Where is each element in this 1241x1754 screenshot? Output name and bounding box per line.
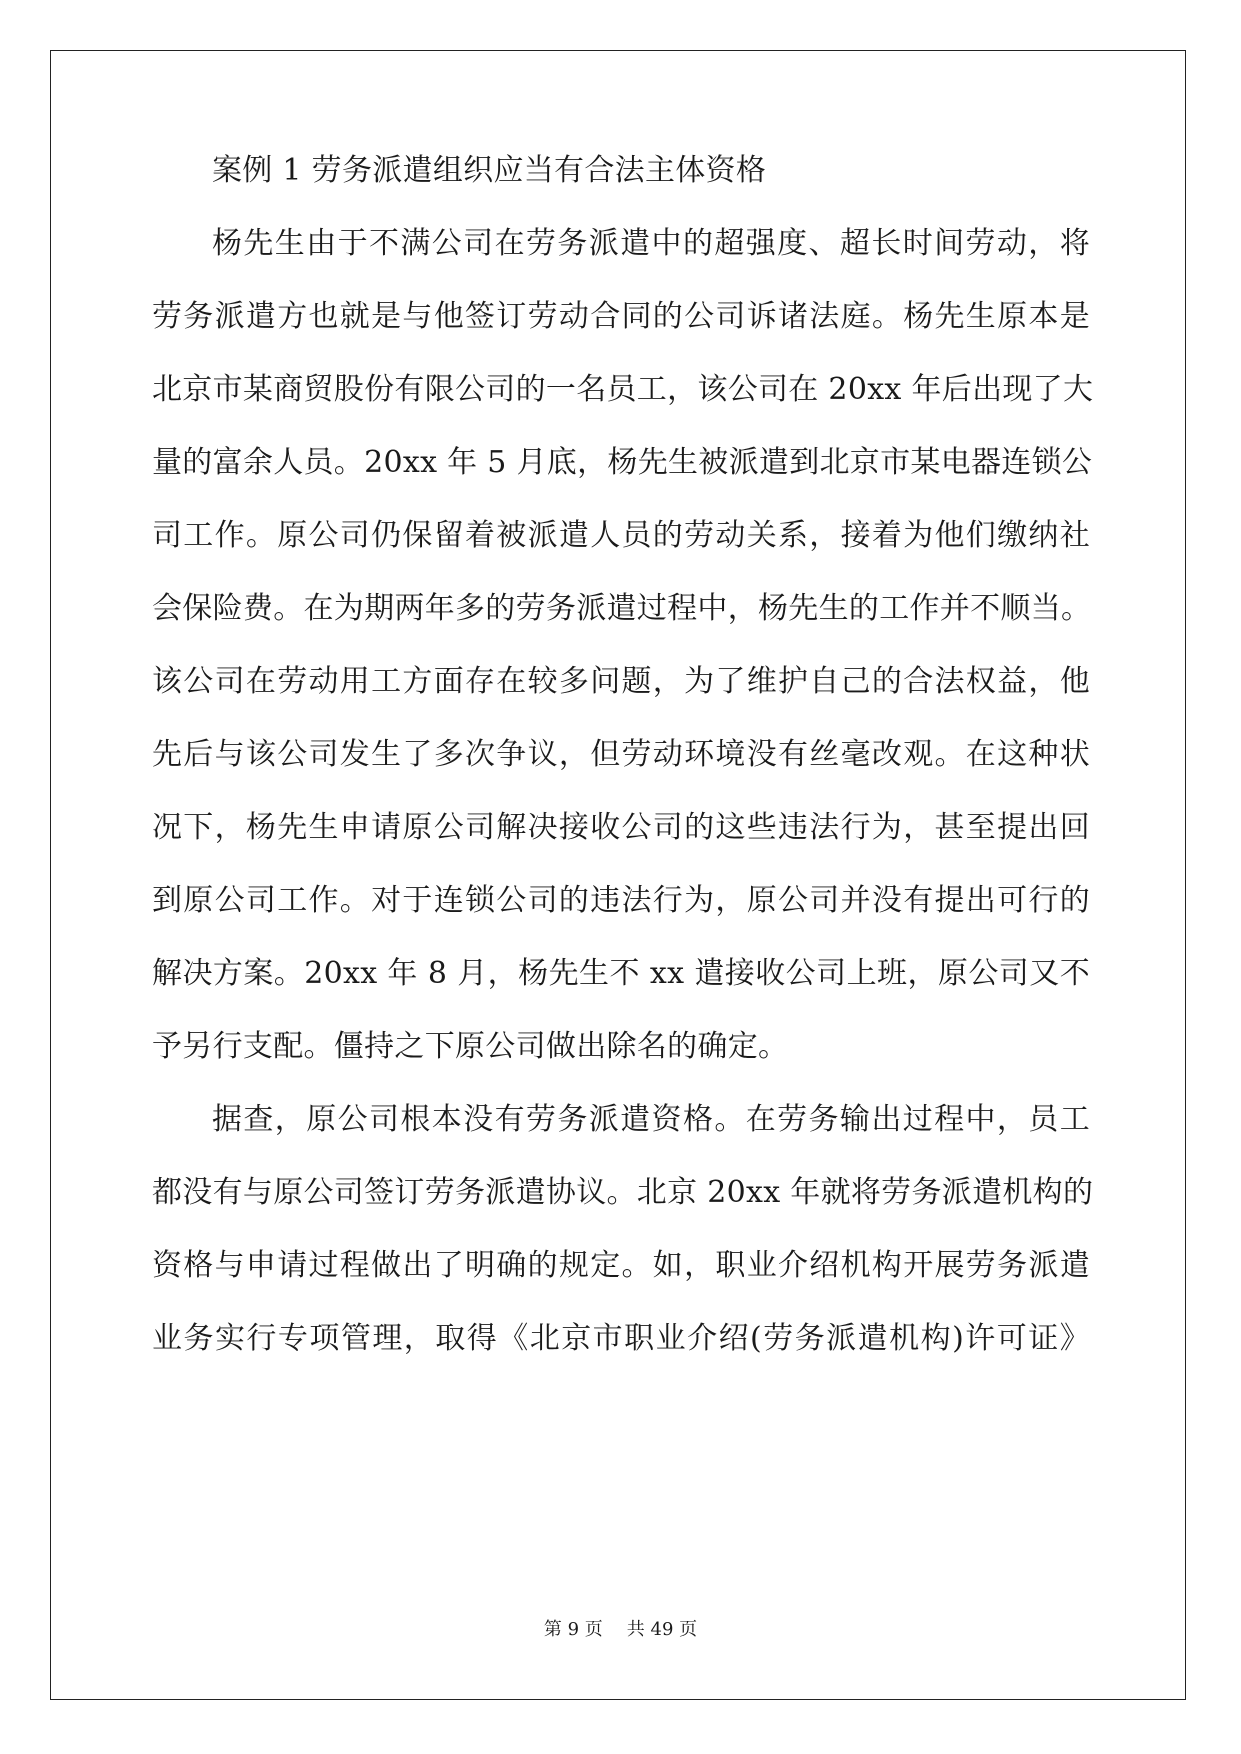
page-total: 共 49 页 [626, 1619, 698, 1640]
paragraph-line: 到原公司工作。对于连锁公司的违法行为，原公司并没有提出可行的 [152, 883, 1090, 918]
paragraph-line: 业务实行专项管理，取得《北京市职业介绍(劳务派遣机构)许可证》 [152, 1321, 1090, 1356]
page-number: 第 9 页 [543, 1619, 603, 1640]
paragraph-line: 北京市某商贸股份有限公司的一名员工，该公司在 20xx 年后出现了大 [152, 372, 1094, 407]
paragraph-line: 据查，原公司根本没有劳务派遣资格。在劳务输出过程中，员工 [212, 1102, 1090, 1137]
paragraph-line: 资格与申请过程做出了明确的规定。如，职业介绍机构开展劳务派遣 [152, 1248, 1090, 1283]
paragraph-line: 劳务派遣方也就是与他签订劳动合同的公司诉诸法庭。杨先生原本是 [152, 299, 1090, 334]
paragraph-line: 解决方案。20xx 年 8 月，杨先生不 xx 遣接收公司上班，原公司又不 [152, 956, 1090, 991]
paragraph-line: 先后与该公司发生了多次争议，但劳动环境没有丝毫改观。在这种状 [152, 737, 1090, 772]
paragraph-line: 司工作。原公司仍保留着被派遣人员的劳动关系，接着为他们缴纳社 [152, 518, 1090, 553]
paragraph-line: 该公司在劳动用工方面存在较多问题，为了维护自己的合法权益，他 [152, 664, 1090, 699]
paragraph-line: 予另行支配。僵持之下原公司做出除名的确定。 [152, 1029, 789, 1064]
paragraph-line: 况下，杨先生申请原公司解决接收公司的这些违法行为，甚至提出回 [152, 810, 1090, 845]
paragraph-line: 杨先生由于不满公司在劳务派遣中的超强度、超长时间劳动，将 [212, 226, 1090, 261]
page-footer [0, 1618, 1241, 1642]
paragraph-line: 会保险费。在为期两年多的劳务派遣过程中，杨先生的工作并不顺当。 [152, 591, 1092, 626]
section-heading: 案例 1 劳务派遣组织应当有合法主体资格 [212, 153, 767, 188]
paragraph-line: 都没有与原公司签订劳务派遣协议。北京 20xx 年就将劳务派遣机构的 [152, 1175, 1094, 1210]
paragraph-line: 量的富余人员。20xx 年 5 月底，杨先生被派遣到北京市某电器连锁公 [152, 445, 1093, 480]
